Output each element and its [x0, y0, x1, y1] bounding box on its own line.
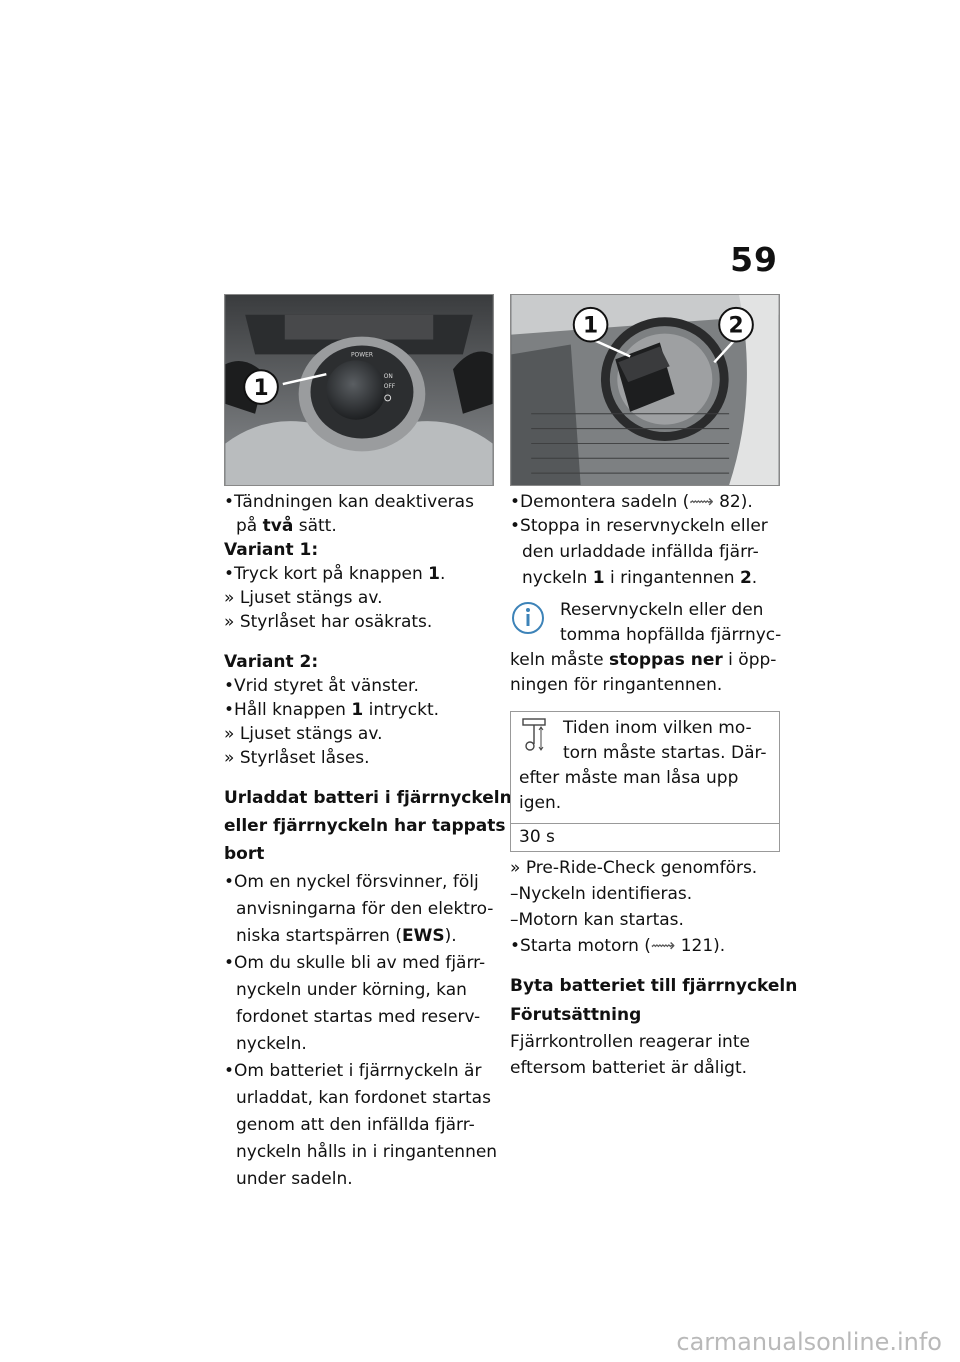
subheading: Förutsättning — [510, 1005, 642, 1025]
figure-callout-1: 1 — [582, 313, 599, 339]
list-item: •Starta motorn (⟿ 121). — [510, 936, 726, 956]
result-arrow-icon: » — [224, 724, 240, 744]
bullet-icon: • — [224, 676, 235, 696]
left-column: •Tändningen kan deaktiveras på två sätt. Variant 1: •Tryck kort på knappen 1. » Ljuset stängs av. » Styrlåset har osäkrats. Variant 2: •Vrid styret åt vänster. •Håll knappen 1 intryckt. » Ljuset stängs av. » Styrlåset låses. Urladdat batteri i fjärrnyckeln eller fjärrnyckeln har tappats bort •Om en nyckel försvinner, följ anvisningarna för den elektro- niska startspärren (EWS). •Om du skulle bli av med fjärr- nyckeln under körning, kan fordonet startas med reserv- nyckeln. •Om batteriet i fjärrnyckeln är urladdat, kan fordonet startas genom att den infällda fjärr- nyckeln hålls in i ringantennen under sadeln. — [224, 492, 512, 1189]
time-value: 30 s — [511, 823, 779, 851]
bullet-icon: • — [224, 700, 235, 720]
page-reference-icon: ⟿ — [689, 492, 714, 512]
figure-ring-antenna — [510, 294, 780, 486]
sub-result-item: –Nyckeln identifieras. — [510, 884, 693, 904]
result-arrow-icon: » — [224, 612, 240, 632]
bullet-icon: • — [224, 492, 235, 512]
bullet-icon: • — [510, 516, 521, 536]
bullet-icon: • — [510, 492, 521, 512]
sub-result-item: –Motorn kan startas. — [510, 910, 684, 930]
list-item: •Håll knappen 1 intryckt. — [224, 700, 440, 720]
dash-icon: – — [510, 884, 519, 904]
result-item: » Ljuset stängs av. — [224, 588, 383, 608]
off-label: OFF — [383, 383, 396, 391]
bullet-icon: • — [224, 953, 235, 973]
list-item: •Stoppa in reservnyckeln eller — [510, 516, 768, 536]
list-item: •Om en nyckel försvinner, följ — [224, 872, 479, 892]
on-label: ON — [383, 373, 393, 381]
right-column: •Demontera sadeln (⟿ 82). •Stoppa in reservnyckeln eller den urladdade infällda fjärr- nyckeln 1 i ringantennen 2. Reservnyckeln eller den tomma hopfällda fjärrnyc- keln måste stoppas ner i öpp- ningen för ringantennen. Tiden inom vilken mo- torn måste startas. Där- efter måste man låsa upp igen. 30 s » Pre-Ride-Check genomförs. –Nyckeln identifieras. –Motorn kan startas. •Starta motorn (⟿ 121). Byta batteriet till fjärrnyckeln Förutsättning Fjärrkontrollen reagerar inte eftersom batteriet är dåligt. — [510, 492, 798, 1078]
watermark: carmanualsonline.info — [676, 1328, 942, 1356]
list-item: •Tryck kort på knappen 1. — [224, 564, 446, 584]
info-icon — [510, 600, 546, 636]
list-item: •Om batteriet i fjärrnyckeln är — [224, 1061, 482, 1081]
section-heading: Byta batteriet till fjärrnyckeln — [510, 976, 798, 996]
figure-callout-2: 2 — [728, 313, 744, 339]
result-arrow-icon: » — [224, 748, 240, 768]
list-item: •Vrid styret åt vänster. — [224, 676, 419, 696]
list-item: •Om du skulle bli av med fjärr- — [224, 953, 486, 973]
power-label: POWER — [350, 351, 373, 359]
figure-ignition-button — [224, 294, 494, 486]
bullet-icon: • — [224, 872, 235, 892]
list-item: •Demontera sadeln (⟿ 82). — [510, 492, 753, 512]
result-item: » Styrlåset har osäkrats. — [224, 612, 433, 632]
ring-antenna-illustration — [511, 295, 779, 485]
info-note: Reservnyckeln eller den tomma hopfällda fjärrnyc- keln måste stoppas ner i öpp- ningen för ringantennen. — [510, 600, 782, 695]
dash-icon: – — [510, 910, 519, 930]
result-item: » Styrlåset låses. — [224, 748, 370, 768]
stopwatch-icon — [521, 718, 547, 752]
section-heading: Urladdat batteri i fjärrnyckeln eller fjärrnyckeln har tappats bort — [224, 788, 512, 864]
time-data-box: Tiden inom vilken mo- torn måste startas. Där- efter måste man låsa upp igen. 30 s — [510, 711, 780, 852]
bullet-icon: • — [510, 936, 521, 956]
result-arrow-icon: » — [224, 588, 240, 608]
result-item: » Ljuset stängs av. — [224, 724, 383, 744]
bullet-icon: • — [224, 564, 235, 584]
result-item: » Pre-Ride-Check genomförs. — [510, 858, 758, 878]
page-number: 59 — [730, 240, 778, 279]
variant1-heading: Variant 1: — [224, 540, 319, 560]
ignition-button-illustration — [225, 295, 493, 485]
list-item: •Tändningen kan deaktiveras — [224, 492, 474, 512]
page-reference-icon: ⟿ — [650, 936, 676, 956]
result-arrow-icon: » — [510, 858, 526, 878]
bullet-icon: • — [224, 1061, 235, 1081]
variant2-heading: Variant 2: — [224, 652, 319, 672]
figure-callout-1: 1 — [253, 375, 269, 401]
